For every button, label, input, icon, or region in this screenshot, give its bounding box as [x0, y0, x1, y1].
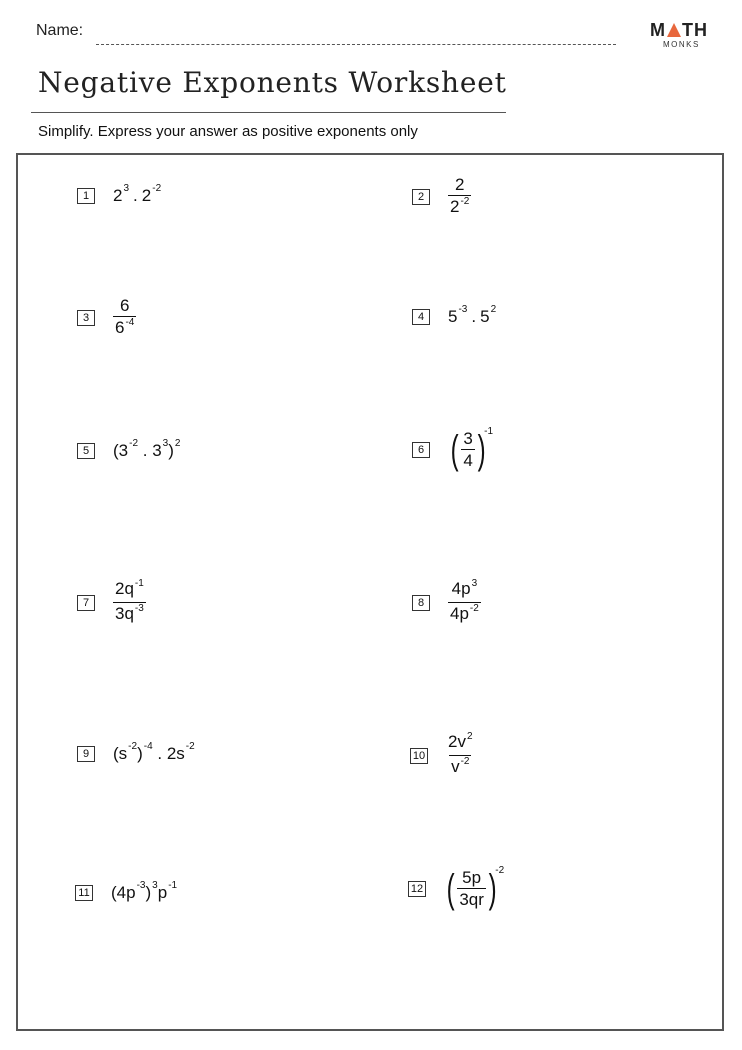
problem-number: 1 — [77, 188, 95, 204]
problem-number: 9 — [77, 746, 95, 762]
problem-number: 3 — [77, 310, 95, 326]
problem-number: 4 — [412, 309, 430, 325]
problem-3 — [77, 295, 136, 341]
problem-2 — [412, 174, 471, 220]
problem-11 — [75, 879, 178, 903]
problem-expression: 2 $^3$ . 2 $^{-2}$ — [113, 182, 162, 205]
problem-fraction: $\frac{2q^{-1}}{3q^{-3}}$ — [113, 578, 146, 627]
problem-fraction: $\frac{2v^2}{v^{-2}}$ — [446, 731, 475, 780]
problem-number: 10 — [410, 748, 428, 764]
problem-10 — [410, 731, 475, 780]
problem-8 — [412, 578, 481, 627]
instructions: Simplify. Express your answer as positive exponents only — [38, 123, 418, 140]
worksheet-title: Negative Exponents Worksheet — [38, 66, 507, 99]
name-field-line[interactable] — [96, 44, 616, 45]
problem-number: 2 — [412, 189, 430, 205]
problem-1 — [77, 182, 162, 206]
problem-expression: ( $\frac{3}{4}$ ) $^{-1}$ — [450, 426, 494, 472]
title-underline — [31, 112, 506, 113]
problem-expression: ( $\frac{5p}{3qr}$ ) $^{-2}$ — [446, 865, 505, 911]
problem-expression: (3 $^{-2}$ . 3 $^3$ ) $^2$ — [113, 437, 181, 460]
problem-number: 12 — [408, 881, 426, 897]
problem-4 — [412, 303, 497, 327]
name-row — [36, 22, 616, 48]
problem-number: 6 — [412, 442, 430, 458]
problem-number: 7 — [77, 595, 95, 611]
problem-expression: (4p $^{-3}$ ) $^3$ p $^{-1}$ — [111, 879, 178, 902]
problem-12 — [408, 867, 504, 910]
logo-subtitle: MONKS — [663, 40, 700, 49]
triangle-icon — [667, 23, 681, 37]
problem-5 — [77, 437, 181, 461]
name-label: Name: — [36, 22, 84, 39]
problem-fraction: $\frac{4p^3}{4p^{-2}}$ — [448, 578, 481, 627]
problem-expression: (s $^{-2}$ ) $^{-4}$ . 2s $^{-2}$ — [113, 740, 195, 763]
problem-9 — [77, 740, 195, 764]
problem-number: 5 — [77, 443, 95, 459]
problem-fraction: $\frac{6}{6^{-4}}$ — [113, 295, 136, 341]
problem-number: 8 — [412, 595, 430, 611]
math-monks-logo: M TH MONKS — [650, 20, 708, 49]
problem-number: 11 — [75, 885, 93, 901]
problem-6 — [412, 428, 493, 471]
problem-7 — [77, 578, 146, 627]
problem-fraction: $\frac{2}{2^{-2}}$ — [448, 174, 471, 220]
problem-expression: 5 $^{-3}$ . 5 $^2$ — [448, 303, 497, 326]
